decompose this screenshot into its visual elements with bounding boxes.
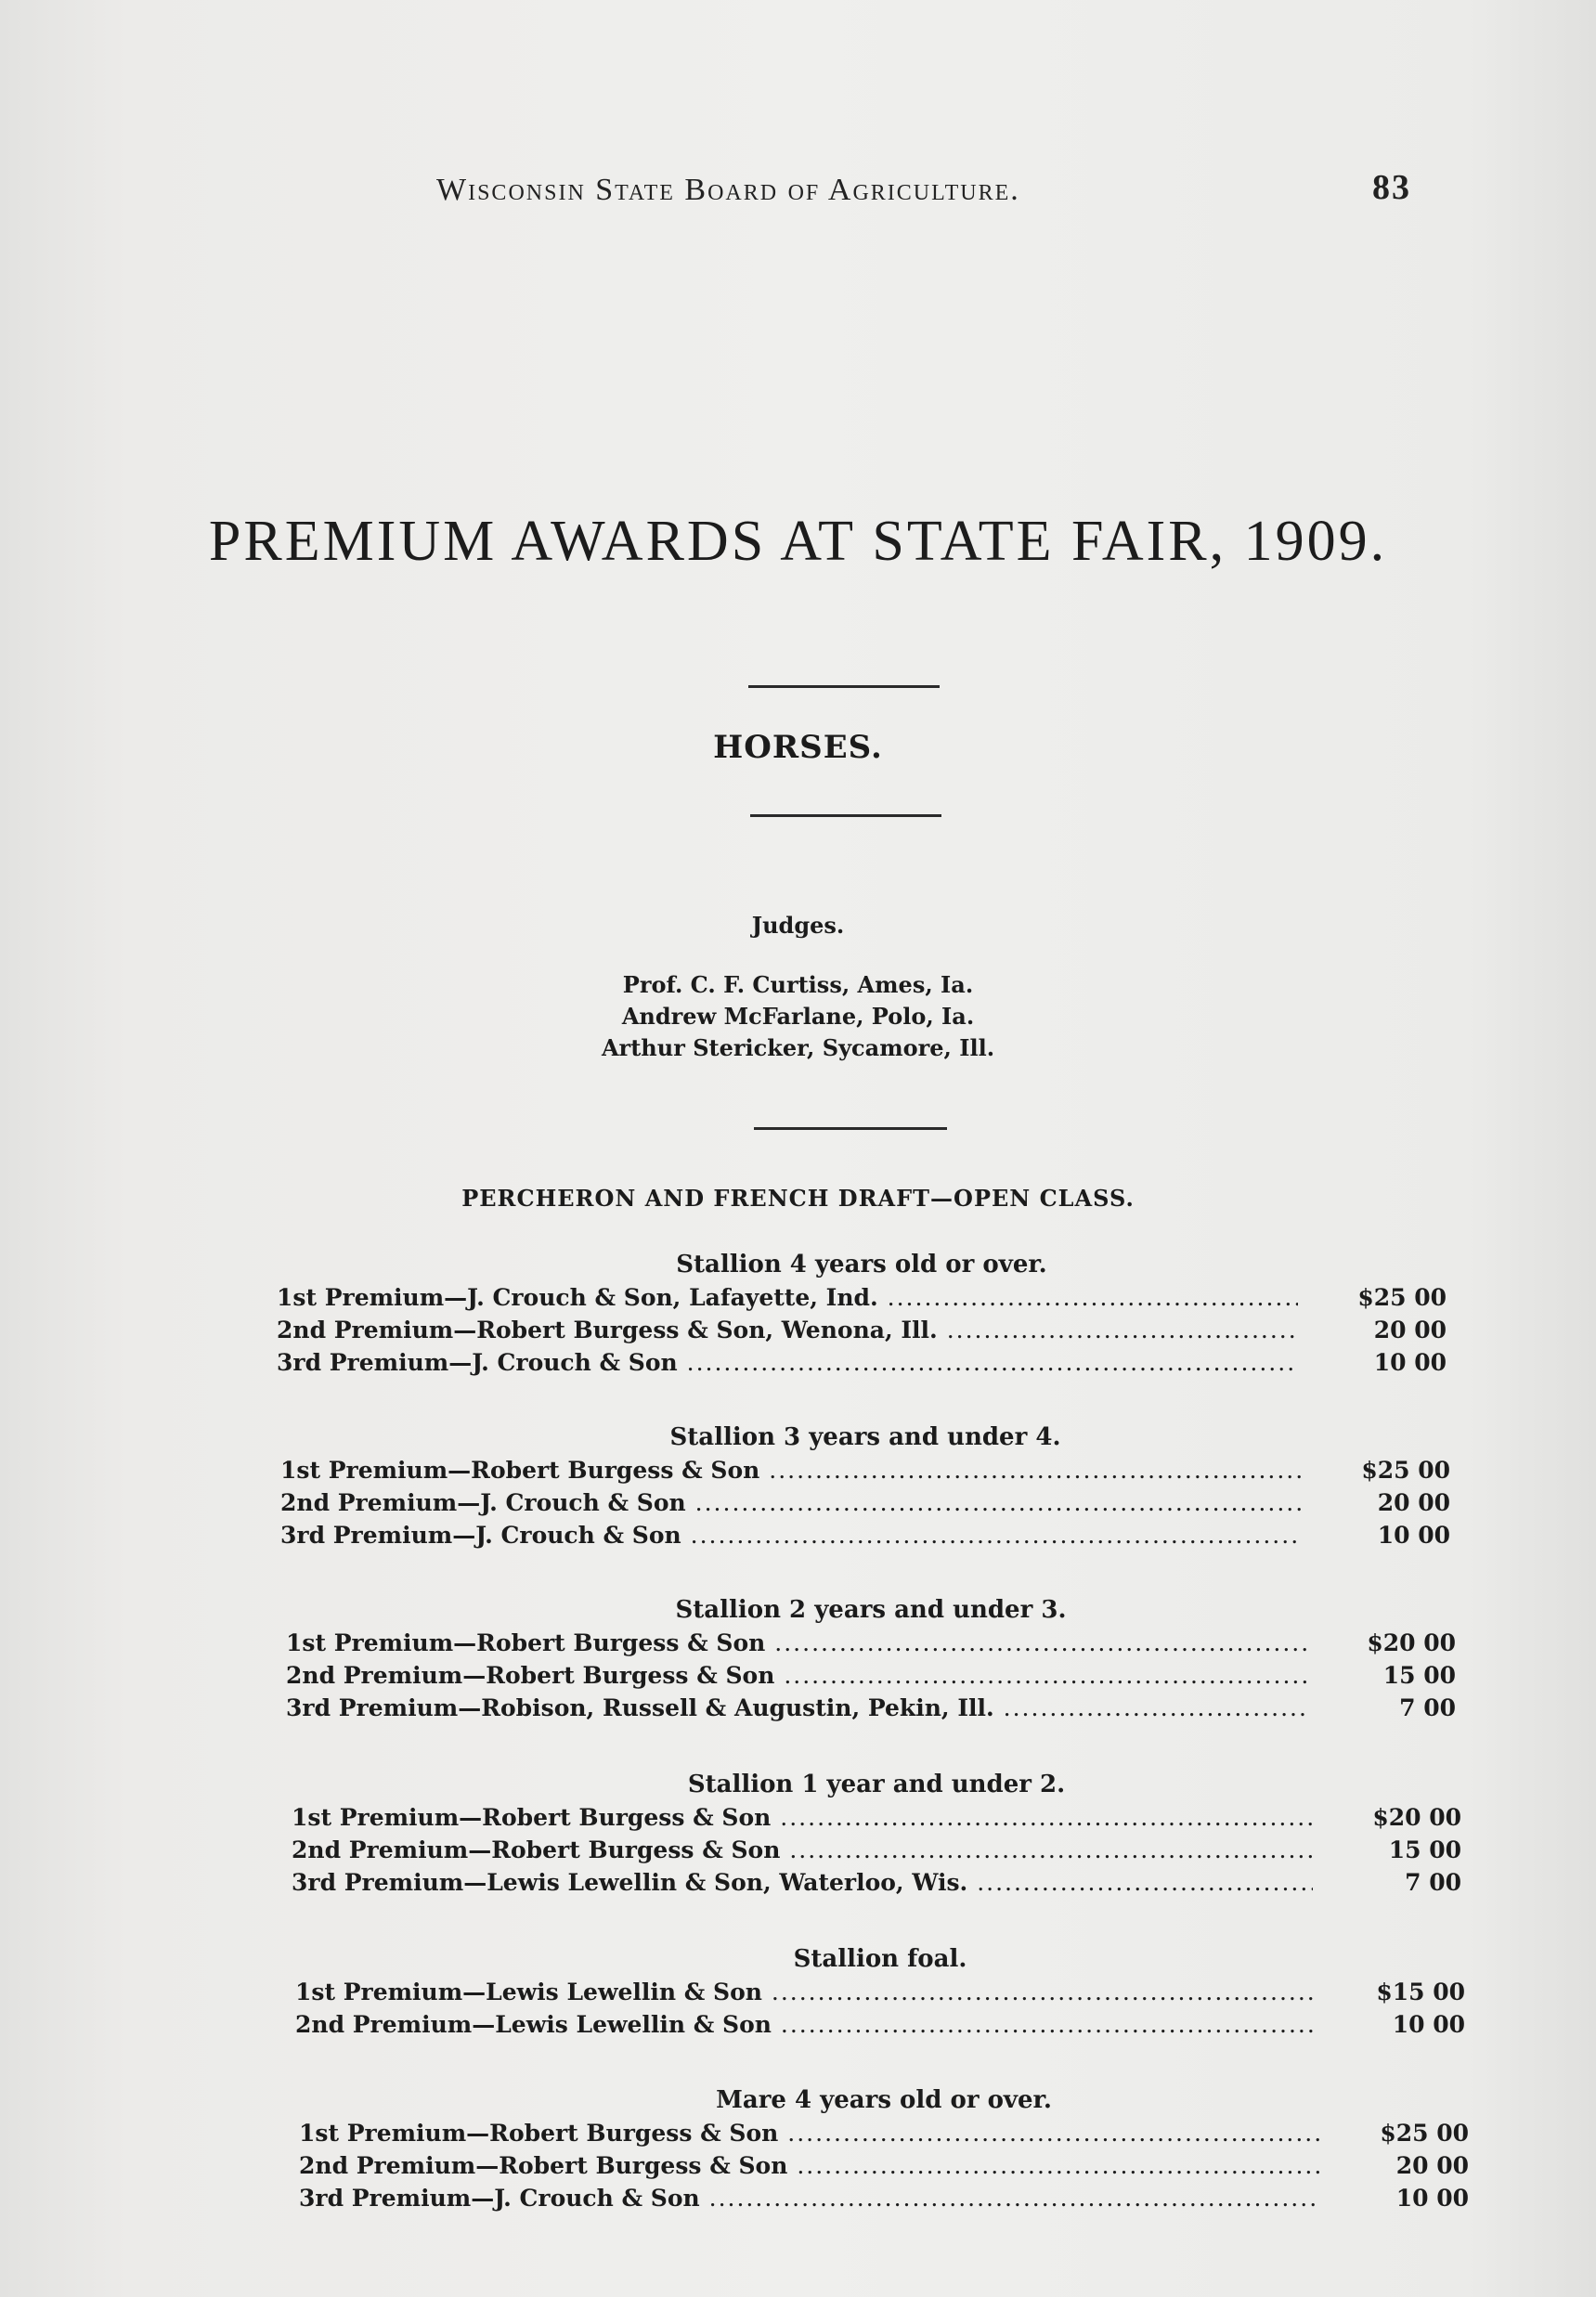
group-title: Mare 4 years old or over. bbox=[716, 2086, 1052, 2114]
award-group bbox=[292, 1768, 1461, 1899]
judges-list bbox=[0, 969, 1596, 1064]
award-text: 1st Premium—Robert Burgess & Son ..... bbox=[299, 2117, 1320, 2149]
running-title: Wisconsin State Board of Agriculture. bbox=[436, 173, 1020, 207]
award-row bbox=[299, 2149, 1469, 2182]
award-group bbox=[295, 1942, 1465, 2041]
award-amount: 15 00 bbox=[1388, 1836, 1461, 1863]
award-text: 3rd Premium—Lewis Lewellin & Son, Waterloo, Wis. ..... bbox=[292, 1866, 1313, 1899]
judges-heading: Judges. bbox=[751, 912, 845, 939]
divider bbox=[754, 1127, 947, 1130]
group-title: Stallion 3 years and under 4. bbox=[669, 1423, 1061, 1451]
award-row bbox=[286, 1692, 1456, 1724]
award-row bbox=[280, 1486, 1450, 1519]
award-group bbox=[280, 1421, 1450, 1551]
award-amount: 15 00 bbox=[1382, 1662, 1456, 1689]
award-amount: 20 00 bbox=[1395, 2152, 1469, 2179]
award-amount: $25 00 bbox=[1361, 1457, 1450, 1484]
award-text: 3rd Premium—Robison, Russell & Augustin, Pekin, Ill. ..... bbox=[286, 1692, 1307, 1724]
award-group bbox=[277, 1248, 1447, 1379]
page-number: 83 bbox=[1372, 168, 1411, 207]
judge-name: Prof. C. F. Curtiss, Ames, Ia. bbox=[622, 971, 974, 998]
award-row bbox=[295, 2008, 1465, 2041]
award-amount: $25 00 bbox=[1357, 1284, 1447, 1311]
award-text: 1st Premium—Robert Burgess & Son ..... bbox=[280, 1454, 1302, 1486]
award-text: 1st Premium—Lewis Lewellin & Son ..... bbox=[295, 1976, 1317, 2008]
award-row bbox=[277, 1346, 1447, 1379]
divider bbox=[750, 814, 941, 817]
award-row bbox=[299, 2117, 1469, 2149]
award-amount: 10 00 bbox=[1395, 2185, 1469, 2212]
award-amount: 10 00 bbox=[1373, 1349, 1447, 1376]
award-amount: 7 00 bbox=[1399, 1694, 1456, 1721]
award-group bbox=[299, 2083, 1469, 2214]
award-amount: 7 00 bbox=[1405, 1869, 1461, 1896]
award-amount: 20 00 bbox=[1373, 1317, 1447, 1343]
award-amount: 20 00 bbox=[1377, 1489, 1450, 1516]
award-text: 1st Premium—Robert Burgess & Son ..... bbox=[286, 1627, 1307, 1659]
award-row bbox=[292, 1866, 1461, 1899]
award-text: 3rd Premium—J. Crouch & Son ..... bbox=[299, 2182, 1320, 2214]
group-title: Stallion 1 year and under 2. bbox=[687, 1771, 1066, 1798]
group-title: Stallion 4 years old or over. bbox=[676, 1251, 1047, 1278]
award-row bbox=[286, 1659, 1456, 1692]
award-row bbox=[295, 1976, 1465, 2008]
award-text: 2nd Premium—Robert Burgess & Son ..... bbox=[286, 1659, 1307, 1692]
award-row bbox=[277, 1281, 1447, 1314]
award-text: 2nd Premium—Robert Burgess & Son ..... bbox=[299, 2149, 1320, 2182]
award-text: 1st Premium—J. Crouch & Son, Lafayette, Ind. ..... bbox=[277, 1281, 1298, 1314]
section-title: HORSES. bbox=[713, 729, 883, 766]
group-title: Stallion 2 years and under 3. bbox=[675, 1596, 1067, 1624]
award-amount: 10 00 bbox=[1377, 1522, 1450, 1549]
divider bbox=[748, 685, 940, 688]
award-text: 2nd Premium—J. Crouch & Son ..... bbox=[280, 1486, 1302, 1519]
award-row bbox=[277, 1314, 1447, 1346]
award-amount: $15 00 bbox=[1376, 1979, 1465, 2005]
award-text: 2nd Premium—Robert Burgess & Son, Wenona, Ill. ..... bbox=[277, 1314, 1298, 1346]
award-row bbox=[299, 2182, 1469, 2214]
award-row bbox=[292, 1801, 1461, 1834]
award-text: 3rd Premium—J. Crouch & Son ..... bbox=[280, 1519, 1302, 1551]
award-text: 2nd Premium—Lewis Lewellin & Son ..... bbox=[295, 2008, 1317, 2041]
running-head bbox=[436, 168, 1421, 228]
award-amount: $20 00 bbox=[1372, 1804, 1461, 1831]
award-row bbox=[280, 1454, 1450, 1486]
award-text: 2nd Premium—Robert Burgess & Son ..... bbox=[292, 1834, 1313, 1866]
group-title: Stallion foal. bbox=[793, 1945, 967, 1973]
class-heading: PERCHERON AND FRENCH DRAFT—OPEN CLASS. bbox=[461, 1185, 1135, 1212]
judge-name: Arthur Stericker, Sycamore, Ill. bbox=[601, 1034, 995, 1061]
award-text: 1st Premium—Robert Burgess & Son ..... bbox=[292, 1801, 1313, 1834]
award-amount: $25 00 bbox=[1380, 2120, 1469, 2147]
award-amount: 10 00 bbox=[1392, 2011, 1465, 2038]
page-title: PREMIUM AWARDS AT STATE FAIR, 1909. bbox=[208, 510, 1388, 573]
award-amount: $20 00 bbox=[1367, 1629, 1456, 1656]
award-row bbox=[292, 1834, 1461, 1866]
award-group bbox=[286, 1593, 1456, 1724]
award-row bbox=[280, 1519, 1450, 1551]
award-text: 3rd Premium—J. Crouch & Son ..... bbox=[277, 1346, 1298, 1379]
award-row bbox=[286, 1627, 1456, 1659]
judge-name: Andrew McFarlane, Polo, Ia. bbox=[621, 1003, 975, 1030]
